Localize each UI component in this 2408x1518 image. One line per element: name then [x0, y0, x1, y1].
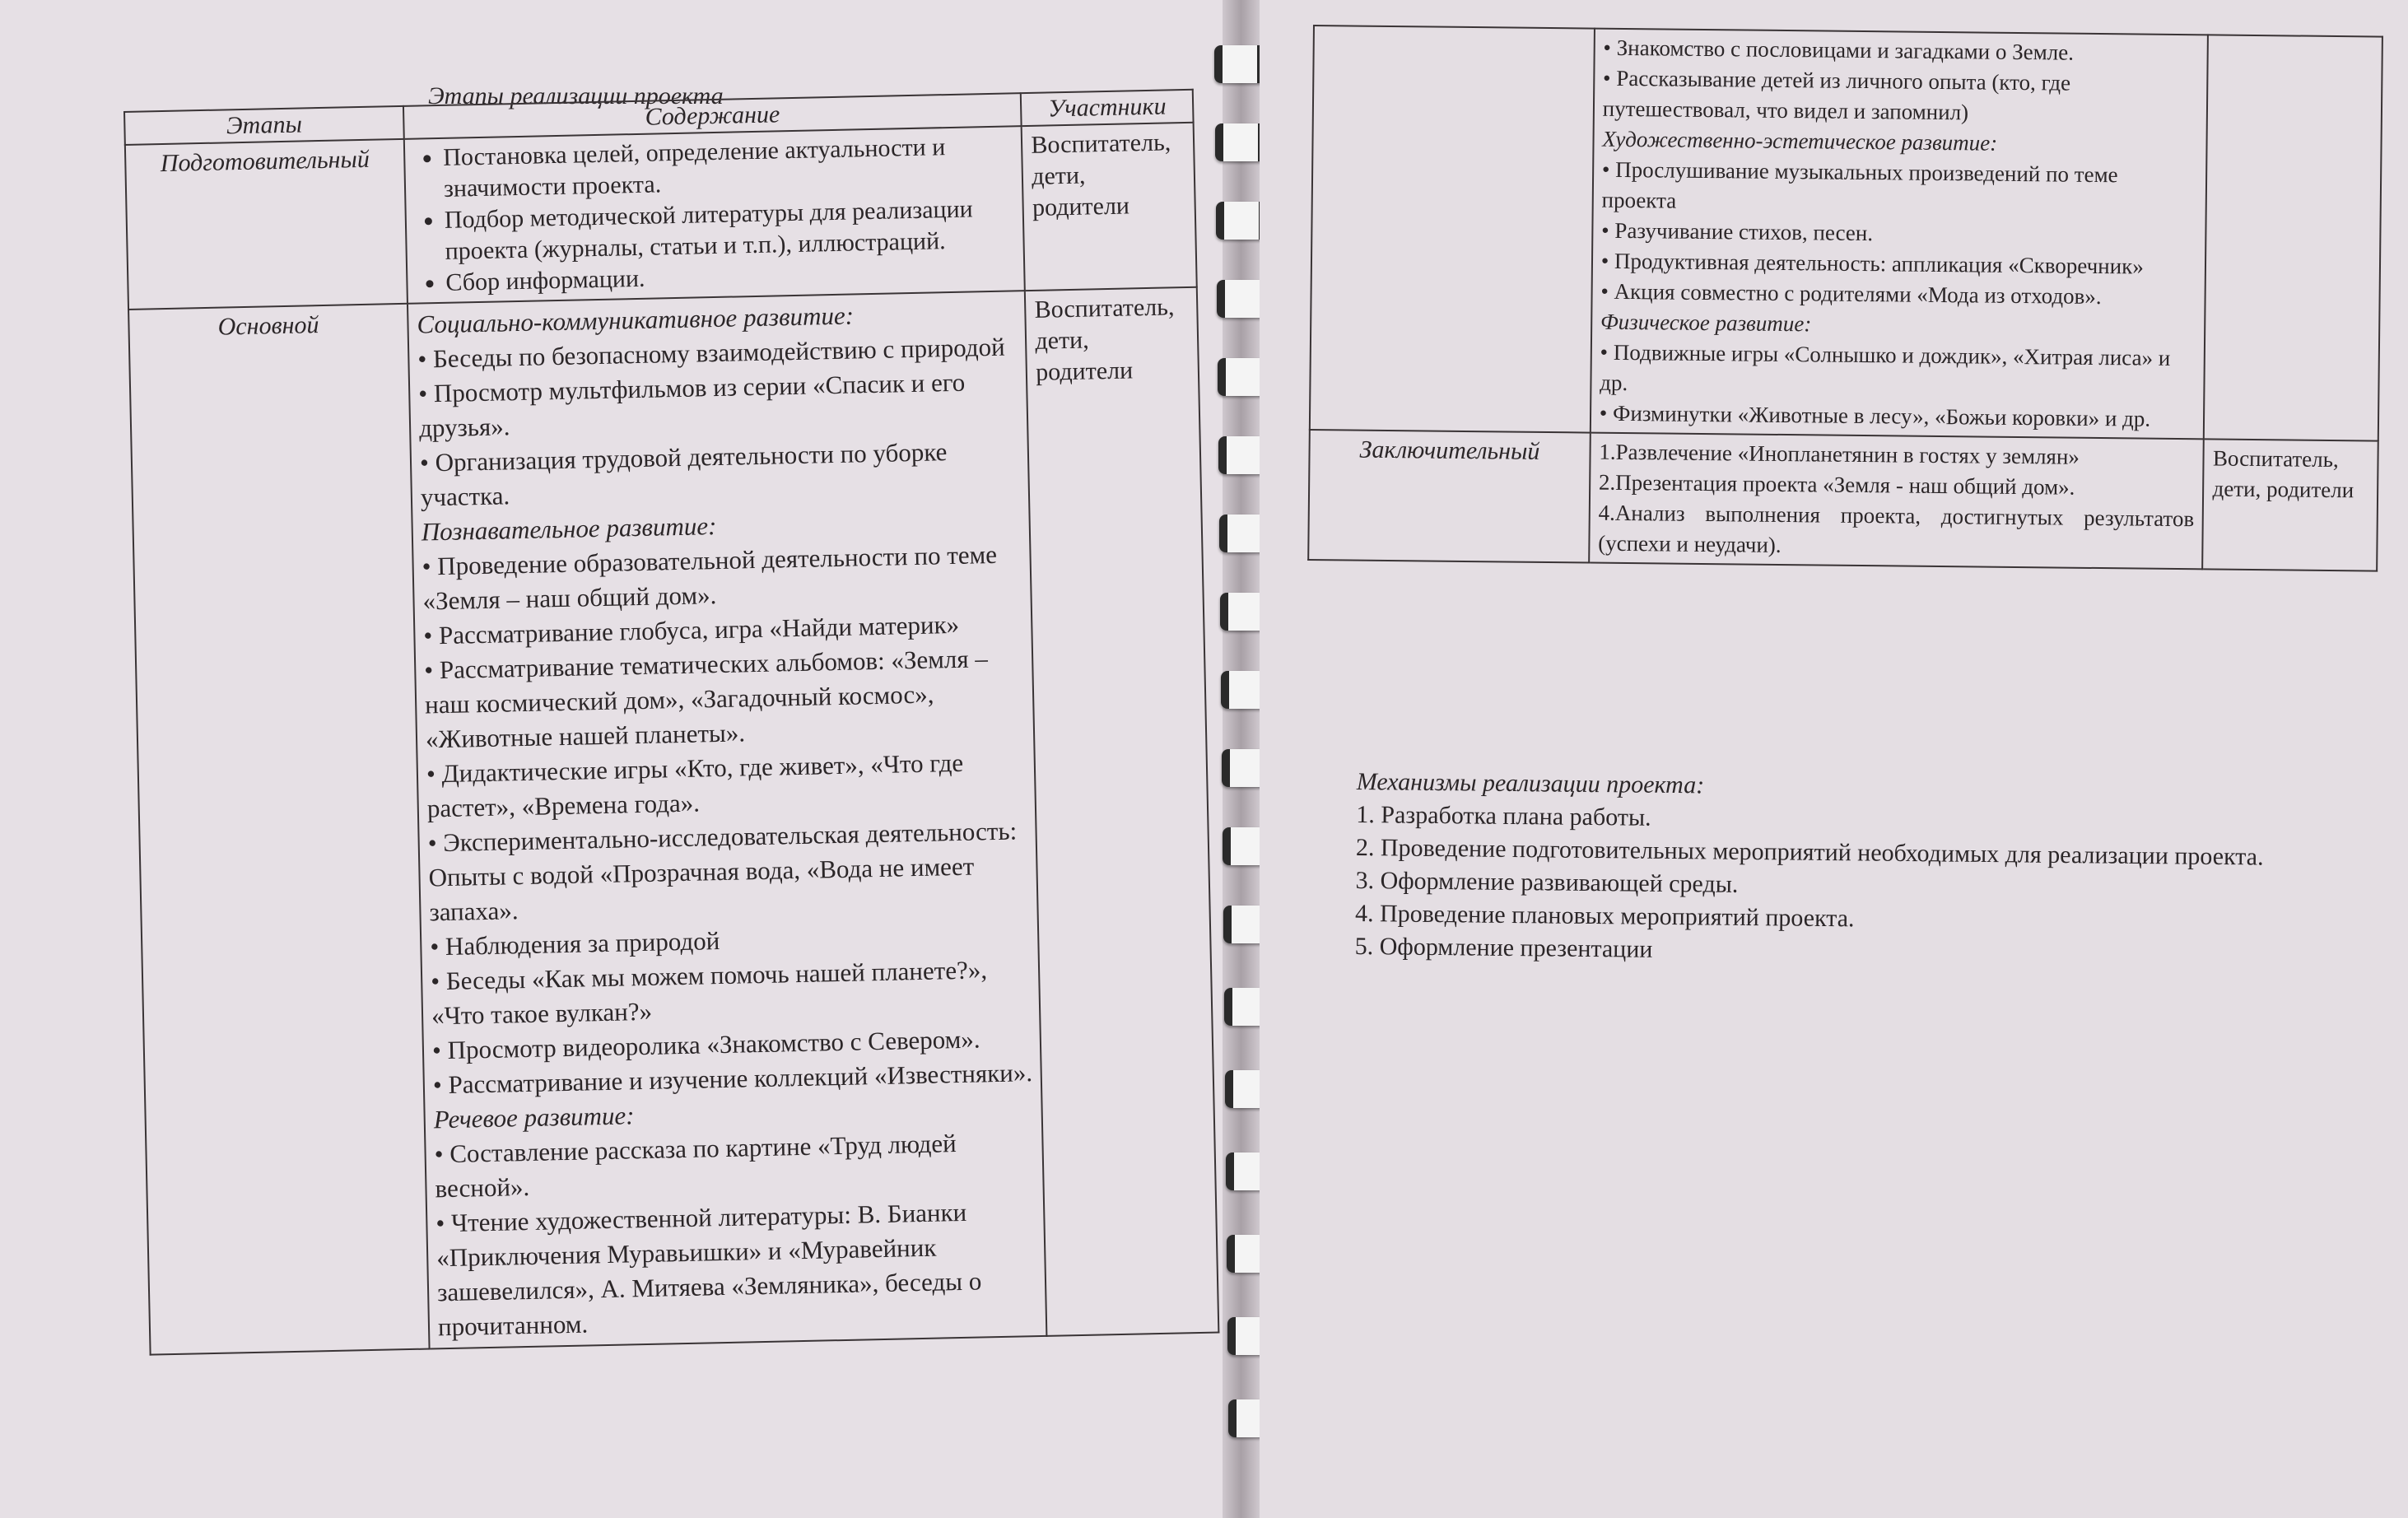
list-item: 1.Развлечение «Инопланетянин в гостях у землян» [1599, 439, 2080, 469]
stage-final: Заключительный [1308, 430, 1590, 563]
speech-heading: Речевое развитие: [433, 1101, 635, 1134]
list-item: • Постановка целей, определение актуальности и значимости проекта. [443, 130, 1014, 204]
header-stage: Этапы [124, 106, 404, 145]
list-item: • Беседы по безопасному взаимодействию с природой [417, 332, 1005, 374]
list-item: • Сбор информации. [445, 255, 1016, 298]
list-item: • Проведение образовательной деятельности по теме «Земля – наш общий дом». [422, 539, 998, 616]
list-item: • Разучивание стихов, песен. [1601, 217, 1874, 246]
list-item: • Чтение художественной литературы: В. Бианки «Приключения Муравьишки» и «Муравейник зашевелился», А. Митяева «Земляника», беседы о прочитанном. [435, 1197, 982, 1342]
list-item: • Просмотр видеоролика «Знакомство с Севером». [431, 1024, 980, 1065]
list-item: • Беседы «Как мы можем помочь нашей планете?», «Что такое вулкан?» [430, 955, 988, 1031]
list-item: 2.Презентация проекта «Земля - наш общий дом». [1598, 469, 2075, 500]
list-item: 4.Анализ выполнения проекта, достигнутых результатов (успехи и неудачи). [1598, 500, 2195, 557]
participants-final: Воспитатель, дети, родители [2203, 439, 2378, 570]
cognitive-heading: Познавательное развитие: [421, 511, 717, 547]
list-item: 4. Проведение плановых мероприятий проекта. [1354, 899, 1855, 933]
stages-table [123, 89, 1219, 1356]
list-item: • Дидактические игры «Кто, где живет», «Что где растет», «Времена года». [426, 747, 964, 823]
list-item: • Рассказывание детей из личного опыта (кто, где путешествовал, что видел и запомнил) [1602, 65, 2071, 125]
header-content: Содержание [403, 93, 1022, 139]
list-item: • Подвижные игры «Солнышко и дождик», «Хитрая лиса» и др. [1600, 339, 2171, 396]
participants-empty [2204, 35, 2382, 440]
right-page [1260, 0, 2408, 1518]
participants-main: Воспитатель, дети, родители [1025, 287, 1218, 1336]
stage-empty [1310, 26, 1595, 433]
social-heading: Социально-коммуникативное развитие: [417, 300, 855, 339]
stages-table-continued [1307, 25, 2383, 572]
list-item: • Организация трудовой деятельности по уборке участка. [419, 437, 948, 512]
stage-prep: Подготовительный [125, 139, 408, 310]
stage-main: Основной [128, 304, 430, 1355]
table-row-main-continued [1310, 26, 2382, 441]
content-main-continued [1591, 29, 2209, 440]
list-item: • Составление рассказа по картине «Труд людей весной». [434, 1129, 957, 1204]
table-row-final [1308, 430, 2378, 571]
content-prep [404, 126, 1025, 304]
list-item: 5. Оформление презентации [1354, 932, 1653, 963]
table-row-main [128, 287, 1218, 1355]
art-heading: Художественно-эстетическое развитие: [1602, 126, 1998, 156]
list-item: • Прослушивание музыкальных произведений по теме проекта [1601, 156, 2118, 213]
phys-heading: Физическое развитие: [1600, 309, 1812, 337]
mechanisms-title: Механизмы реализации проекта: [1356, 767, 1705, 799]
table-row-prep [125, 123, 1197, 310]
list-item: • Знакомство с пословицами и загадками о Земле. [1603, 35, 2075, 65]
mechanisms-section [1354, 766, 2368, 974]
stages-title: Этапы реализации проекта [428, 82, 724, 109]
list-item: 1. Разработка плана работы. [1356, 800, 1651, 831]
list-item: • Рассматривание глобуса, игра «Найди материк» [423, 609, 960, 650]
list-item: 2. Проведение подготовительных мероприятий необходимых для реализации проекта. [1355, 833, 2264, 871]
list-item: 3. Оформление развивающей среды. [1355, 866, 1739, 898]
content-main [408, 291, 1047, 1348]
list-item: • Продуктивная деятельность: аппликация «Скворечник» [1600, 248, 2144, 279]
list-item: • Подбор методической литературы для реализации проекта (журналы, статьи и т.п.), иллюстраций. [445, 193, 1016, 267]
list-item: • Рассматривание и изучение коллекций «Известняки». [432, 1058, 1033, 1100]
content-final [1589, 433, 2204, 570]
list-item: • Просмотр мультфильмов из серии «Спасик и его друзья». [417, 367, 966, 443]
list-item: • Физминутки «Животные в лесу», «Божьи коровки» и др. [1599, 400, 2151, 431]
list-item: • Акция совместно с родителями «Мода из отходов». [1600, 278, 2102, 310]
list-item: • Наблюдения за природой [430, 926, 720, 962]
list-item: • Рассматривание тематических альбомов: «Земля – наш космический дом», «Загадочный космос», «Животные нашей планеты». [423, 644, 989, 754]
participants-prep: Воспитатель, дети, родители [1022, 123, 1197, 291]
header-participants: Участники [1021, 90, 1193, 126]
list-item: • Экспериментально-исследовательская деятельность: Опыты с водой «Прозрачная вода, «Вода не имеет запаха». [427, 816, 1018, 927]
